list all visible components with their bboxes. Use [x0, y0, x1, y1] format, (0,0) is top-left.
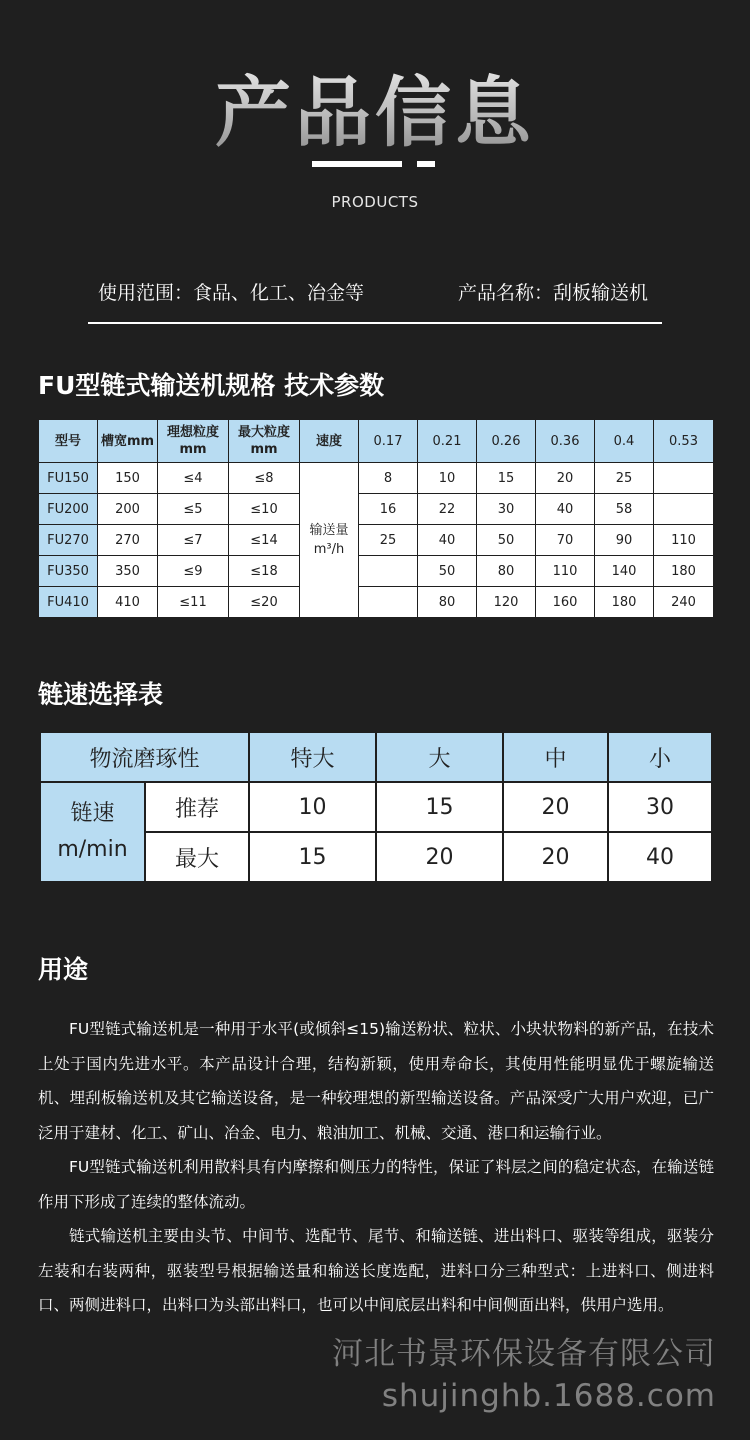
model-cell: FU150: [39, 463, 98, 494]
capacity-cell: 180: [654, 556, 714, 587]
watermark-url: shujinghb.1688.com: [381, 1378, 716, 1414]
speed-cell: 15: [376, 782, 503, 832]
usage-paragraph: FU型链式输送机是一种用于水平(或倾斜≤15)输送粉状、粒状、小块状物料的新产品，在技术上处于国内先进水平。本产品设计合理，结构新颖，使用寿命长，其使用性能明显优于螺旋输送机、埋刮板输送机及其它输送设备，是一种较理想的新型输送设备。产品深受广大用户欢迎，已广泛用于建材、化工、矿山、冶金、电力、粮油加工、机械、交通、港口和运输行业。: [38, 1020, 714, 1142]
level-header: 小: [608, 732, 712, 782]
capacity-cell: [359, 587, 418, 618]
capacity-cell: 120: [477, 587, 536, 618]
header-max-size: 最大粒度 mm: [229, 420, 300, 463]
width-cell: 150: [98, 463, 158, 494]
row-label: 推荐: [145, 782, 249, 832]
capacity-cell: 58: [595, 494, 654, 525]
level-header: 中: [503, 732, 608, 782]
capacity-cell: [654, 494, 714, 525]
level-header: 大: [376, 732, 503, 782]
capacity-cell: 140: [595, 556, 654, 587]
speed-section-title: 链速选择表: [38, 680, 164, 709]
capacity-label: 输送量 m³/h: [300, 463, 359, 618]
table-row: [39, 463, 714, 494]
model-cell: FU410: [39, 587, 98, 618]
header-speed-value: 0.26: [477, 420, 536, 463]
max-size-cell: ≤20: [229, 587, 300, 618]
chain-speed-label: 链速 m/min: [40, 782, 145, 882]
width-cell: 270: [98, 525, 158, 556]
capacity-cell: 10: [418, 463, 477, 494]
width-cell: 200: [98, 494, 158, 525]
capacity-cell: 20: [536, 463, 595, 494]
ideal-size-cell: ≤4: [158, 463, 229, 494]
capacity-cell: 110: [536, 556, 595, 587]
capacity-cell: 240: [654, 587, 714, 618]
abrasiveness-header: 物流磨琢性: [40, 732, 249, 782]
header-model: 型号: [39, 420, 98, 463]
table-row: [39, 556, 714, 587]
header-speed-value: 0.17: [359, 420, 418, 463]
capacity-cell: 22: [418, 494, 477, 525]
speed-cell: 40: [608, 832, 712, 882]
model-cell: FU270: [39, 525, 98, 556]
capacity-cell: 80: [418, 587, 477, 618]
level-header: 特大: [249, 732, 376, 782]
product-name-text: 产品名称：刮板输送机: [458, 282, 649, 304]
speed-cell: 30: [608, 782, 712, 832]
capacity-cell: 25: [359, 525, 418, 556]
ideal-size-cell: ≤11: [158, 587, 229, 618]
table-row: [39, 525, 714, 556]
header-speed-value: 0.53: [654, 420, 714, 463]
ideal-size-cell: ≤9: [158, 556, 229, 587]
ideal-size-cell: ≤7: [158, 525, 229, 556]
max-size-cell: ≤18: [229, 556, 300, 587]
title-underline-long: [312, 161, 402, 167]
spec-table: [38, 419, 714, 618]
speed-cell: 10: [249, 782, 376, 832]
usage-paragraph: 链式输送机主要由头节、中间节、选配节、尾节、和输送链、进出料口、驱装等组成，驱装分左装和右装两种，驱装型号根据输送量和输送长度选配，进料口分三种型式：上进料口、侧进料口、两侧进料口，出料口为头部出料口，也可以中间底层出料和中间侧面出料，供用户选用。: [38, 1227, 714, 1314]
header-speed-value: 0.4: [595, 420, 654, 463]
table-row: [39, 587, 714, 618]
header-speed-value: 0.21: [418, 420, 477, 463]
table-row: [40, 782, 712, 832]
speed-cell: 20: [503, 782, 608, 832]
header-speed-value: 0.36: [536, 420, 595, 463]
max-size-cell: ≤14: [229, 525, 300, 556]
ideal-size-cell: ≤5: [158, 494, 229, 525]
capacity-cell: 40: [536, 494, 595, 525]
page-title: 产品信息: [0, 52, 750, 161]
meta-divider: [88, 322, 662, 324]
max-size-cell: ≤8: [229, 463, 300, 494]
usage-section-title: 用途: [38, 955, 89, 984]
row-label: 最大: [145, 832, 249, 882]
header-ideal-size: 理想粒度 mm: [158, 420, 229, 463]
width-cell: 410: [98, 587, 158, 618]
model-cell: FU200: [39, 494, 98, 525]
capacity-cell: 40: [418, 525, 477, 556]
table-row: [39, 494, 714, 525]
capacity-cell: 30: [477, 494, 536, 525]
page-subtitle: PRODUCTS: [331, 193, 419, 211]
header-speed: 速度: [300, 420, 359, 463]
max-size-cell: ≤10: [229, 494, 300, 525]
capacity-cell: 50: [477, 525, 536, 556]
usage-paragraph: FU型链式输送机利用散料具有内摩擦和侧压力的特性，保证了料层之间的稳定状态，在输送链作用下形成了连续的整体流动。: [38, 1158, 714, 1211]
capacity-cell: 70: [536, 525, 595, 556]
speed-header-row: [40, 732, 712, 782]
model-cell: FU350: [39, 556, 98, 587]
capacity-cell: 8: [359, 463, 418, 494]
capacity-cell: 80: [477, 556, 536, 587]
capacity-cell: 50: [418, 556, 477, 587]
header-width: 槽宽mm: [98, 420, 158, 463]
speed-cell: 20: [376, 832, 503, 882]
speed-table: [39, 731, 713, 883]
width-cell: 350: [98, 556, 158, 587]
speed-cell: 20: [503, 832, 608, 882]
usage-body: [38, 1012, 714, 1323]
watermark-company: 河北书景环保设备有限公司: [332, 1336, 716, 1372]
capacity-cell: 180: [595, 587, 654, 618]
capacity-cell: 16: [359, 494, 418, 525]
capacity-cell: 25: [595, 463, 654, 494]
usage-scope-text: 使用范围：食品、化工、冶金等: [98, 282, 365, 304]
capacity-cell: 15: [477, 463, 536, 494]
spec-header-row: [39, 420, 714, 463]
speed-cell: 15: [249, 832, 376, 882]
capacity-cell: [359, 556, 418, 587]
capacity-cell: 90: [595, 525, 654, 556]
title-underline-short: [417, 161, 435, 167]
capacity-cell: [654, 463, 714, 494]
capacity-cell: 160: [536, 587, 595, 618]
capacity-cell: 110: [654, 525, 714, 556]
spec-section-title: FU型链式输送机规格 技术参数: [38, 371, 385, 400]
